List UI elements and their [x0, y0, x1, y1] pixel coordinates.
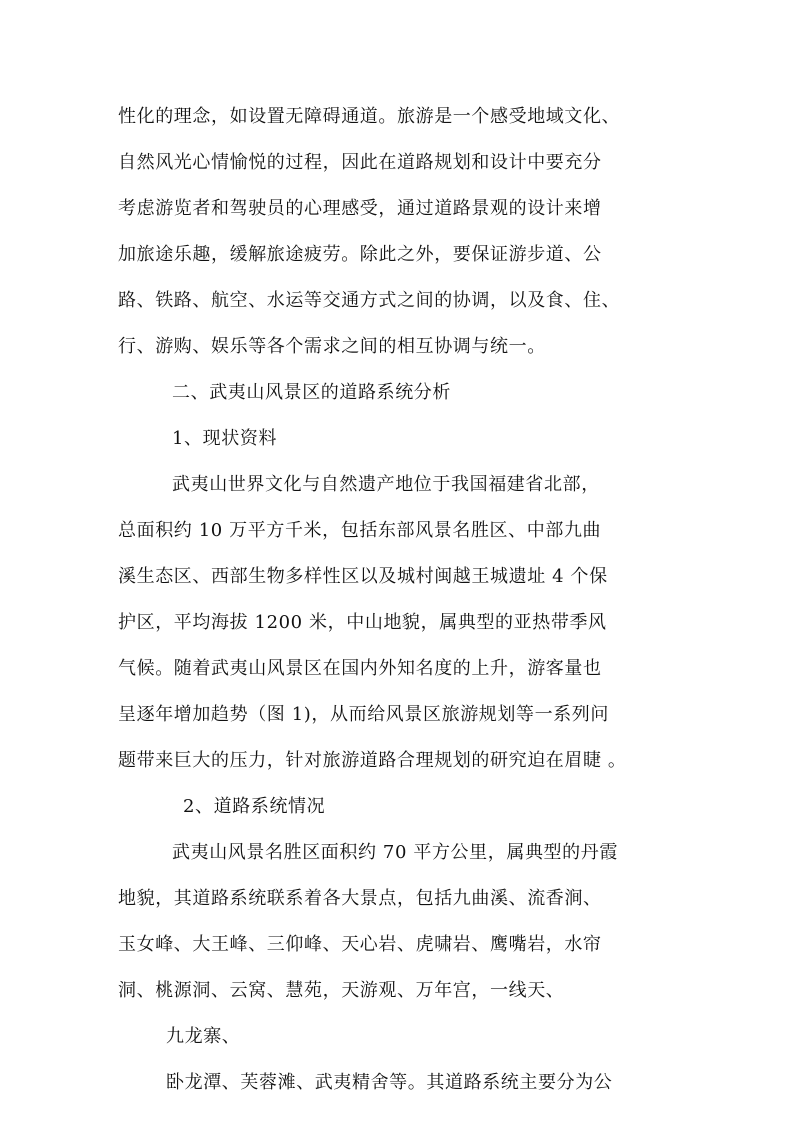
section-heading: 二、武夷山风景区的道路系统分析 [172, 382, 451, 403]
text-line: 玉女峰、大王峰、三仰峰、天心岩、虎啸岩、鹰嘴岩，水帘 [118, 934, 602, 955]
text-line: 题带来巨大的压力，针对旅游道路合理规划的研究迫在眉睫 。 [118, 750, 627, 771]
text-line: 武夷山世界文化与自然遗产地位于我国福建省北部， [172, 474, 600, 495]
text-line: 地貌，其道路系统联系着各大景点，包括九曲溪、流香涧、 [118, 888, 602, 909]
text-line: 加旅途乐趣，缓解旅途疲劳。除此之外，要保证游步道、公 [118, 244, 602, 265]
subsection-heading: 2、道路系统情况 [183, 796, 326, 817]
text-line: 呈逐年增加趋势（图 1)，从而给风景区旅游规划等一系列问 [118, 704, 609, 725]
text-line: 自然风光心情愉悦的过程，因此在道路规划和设计中要充分 [118, 152, 602, 173]
text-line: 气候。随着武夷山风景区在国内外知名度的上升，游客量也 [118, 658, 602, 679]
text-line: 行、游购、娱乐等各个需求之间的相互协调与统一。 [118, 336, 546, 357]
text-line: 性化的理念，如设置无障碍通道。旅游是一个感受地域文化、 [118, 106, 621, 127]
text-line: 九龙寨、 [166, 1026, 241, 1047]
text-line: 卧龙潭、芙蓉滩、武夷精舍等。其道路系统主要分为公 [166, 1072, 613, 1093]
text-line: 路、铁路、航空、水运等交通方式之间的协调，以及食、住、 [118, 290, 621, 311]
text-line: 溪生态区、西部生物多样性区以及城村闽越王城遗址 4 个保 [118, 566, 608, 587]
text-line: 洞、桃源洞、云窝、慧苑，天游观、万年宫，一线天、 [118, 980, 565, 1001]
subsection-heading: 1、现状资料 [172, 428, 278, 449]
text-line: 考虑游览者和驾驶员的心理感受，通过道路景观的设计来增 [118, 198, 602, 219]
text-line: 总面积约 10 万平方千米，包括东部风景名胜区、中部九曲 [118, 520, 602, 541]
text-line: 武夷山风景名胜区面积约 70 平方公里，属典型的丹霞 [172, 842, 618, 863]
text-line: 护区，平均海拔 1200 米，中山地貌，属典型的亚热带季风 [118, 612, 607, 633]
